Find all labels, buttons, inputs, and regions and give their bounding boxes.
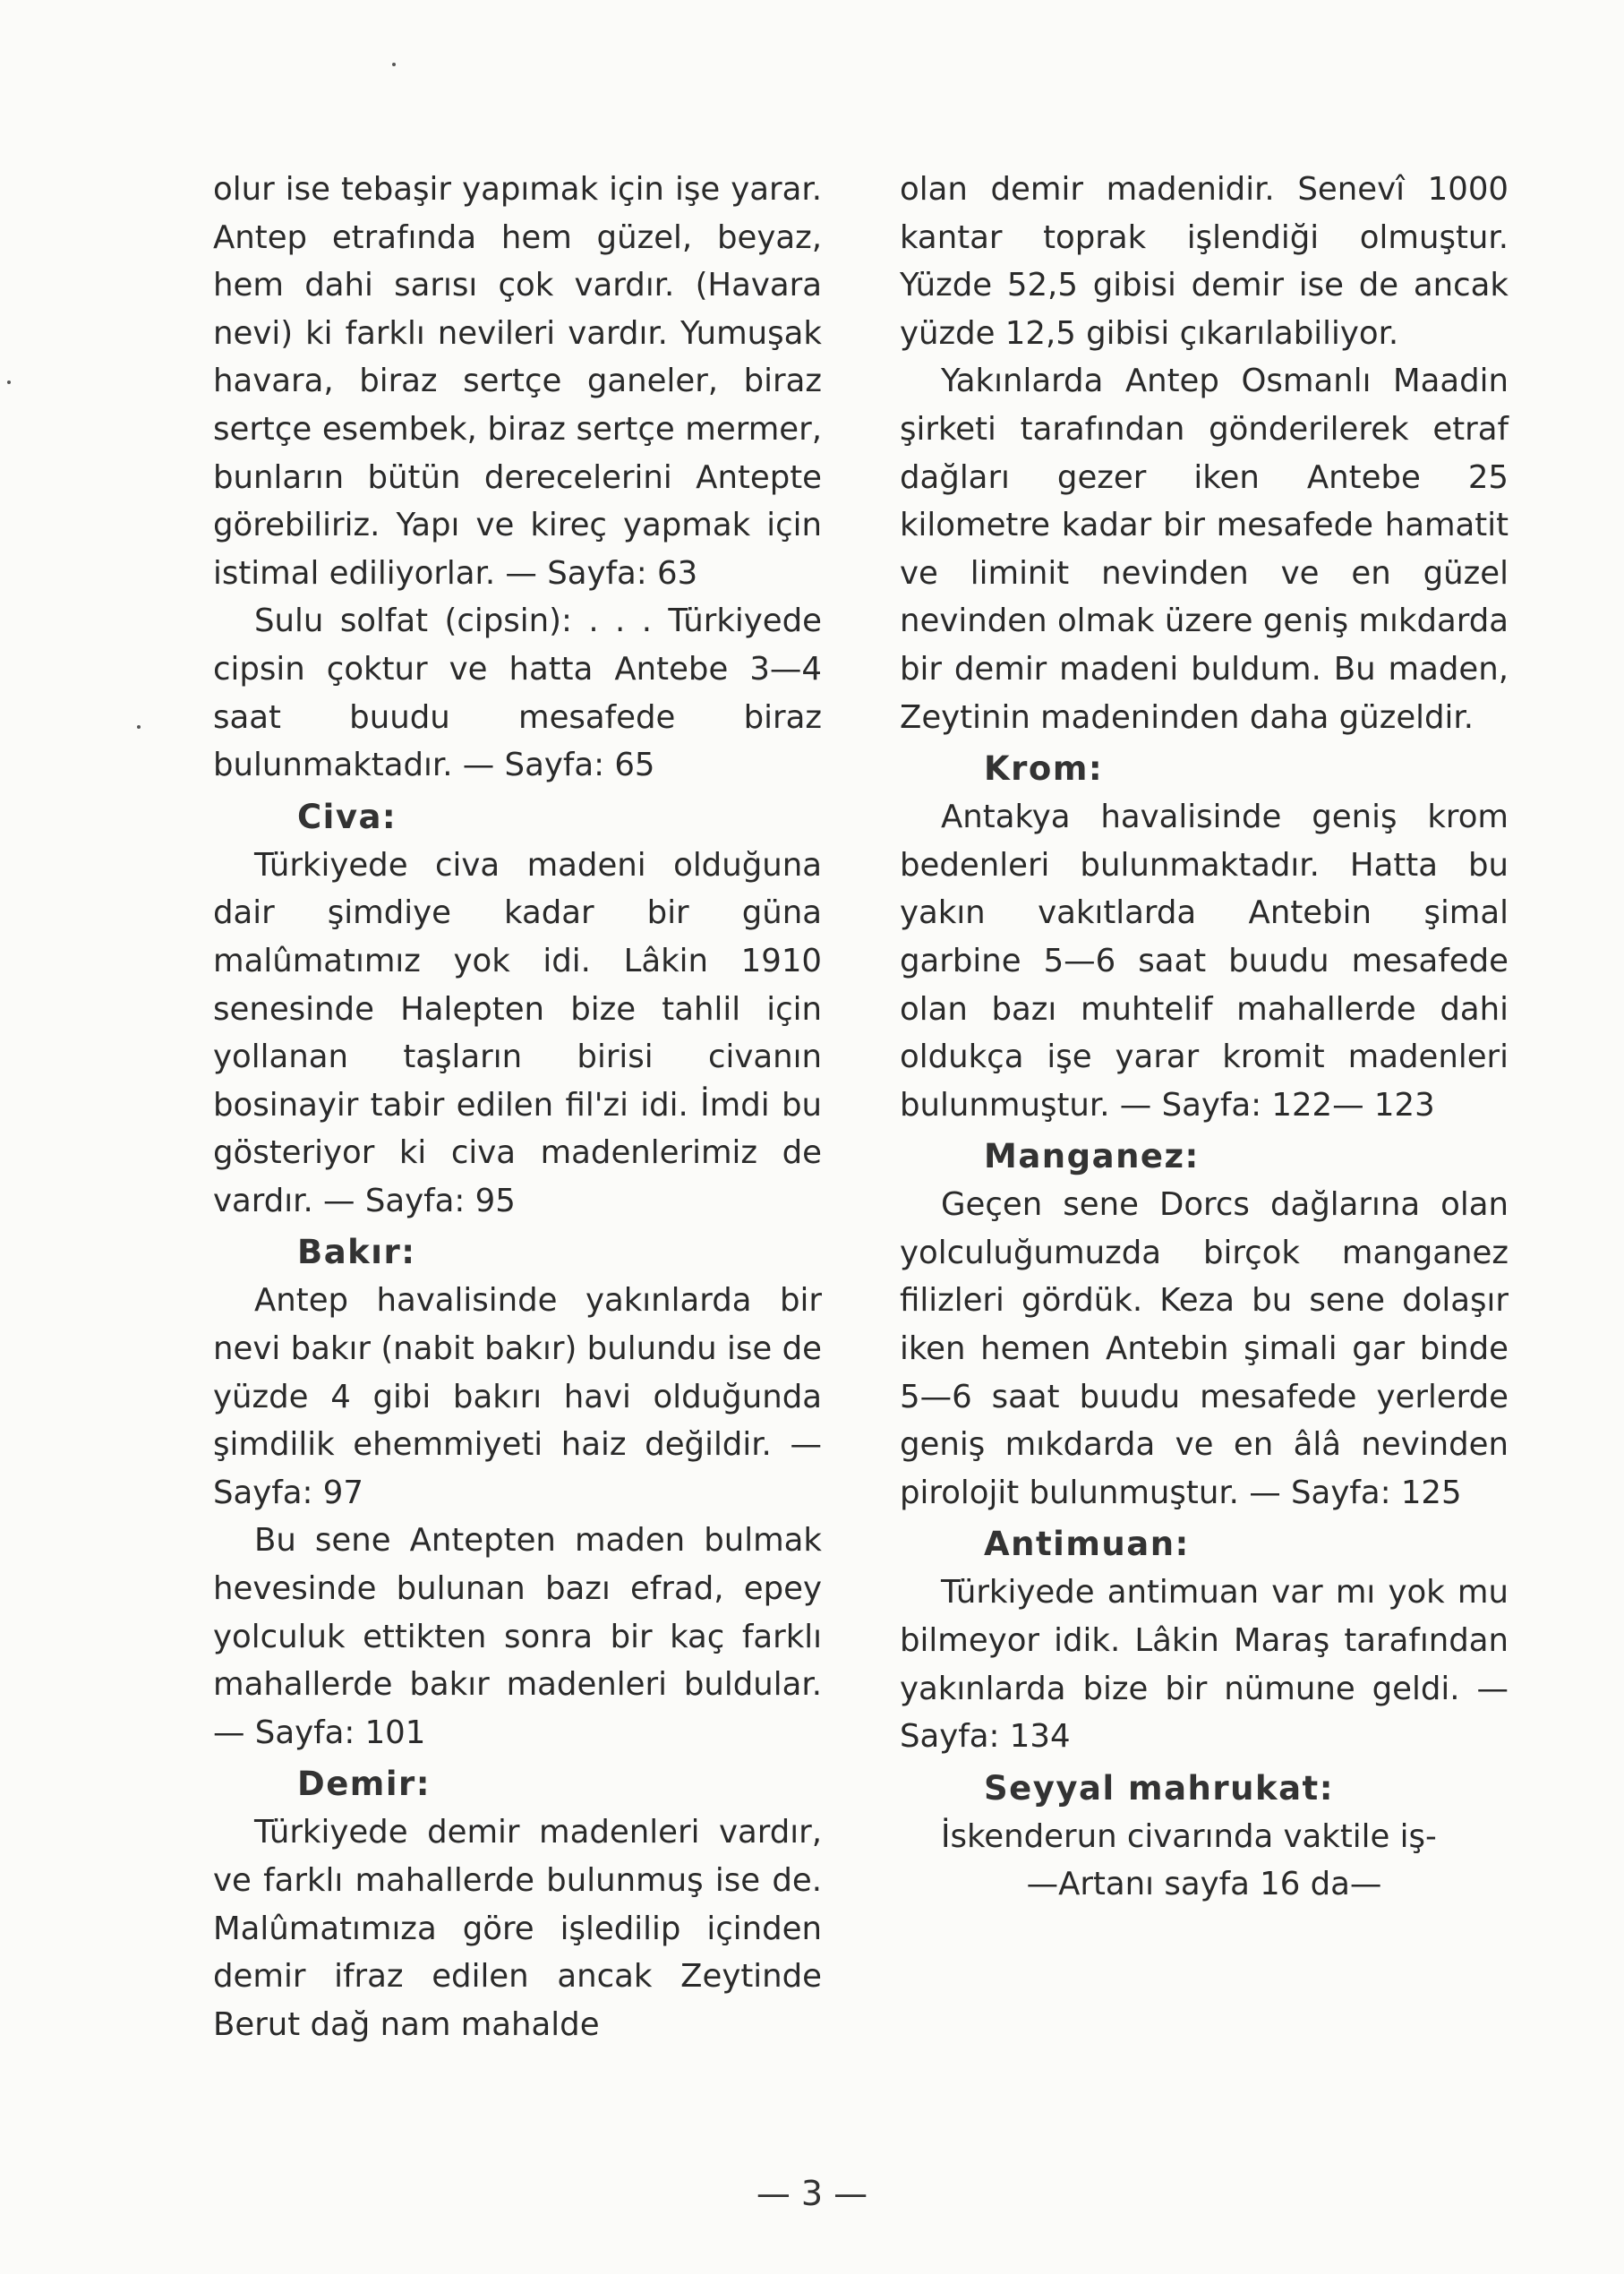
heading-manganez: Manganez: (984, 1137, 1200, 1176)
paragraph-seyyal-mahrukat: İskenderun civarında vaktile iş- (941, 1817, 1437, 1855)
scan-speck (137, 725, 141, 729)
page-number: — 3 — (756, 2174, 868, 2213)
heading-demir: Demir: (297, 1765, 432, 1804)
continuation-note: —Artanı sayfa 16 da— (1026, 1866, 1382, 1903)
paragraph-antimuan: Türkiyede antimuan var mı yok mu bilmeyor idik. Lâkin Maraş tarafından yakınlarda bize bir nümune geldi. — Sayfa: 134 (900, 1574, 1509, 1756)
right-column (900, 166, 1509, 1909)
paragraph-bakir-1: Antep havalisinde yakınlarda bir nevi bakır (nabit bakır) bulundu ise de yüzde 4 gibi bakırı havi olduğunda şimdilik ehemmiyeti haiz değildir. — Sayfa: 97 (213, 1282, 822, 1511)
paragraph-demir: Türkiyede demir madenleri vardır, ve farklı mahallerde bulunmuş ise de. Malûmatımıza göre işledilip içinden demir ifraz edilen ancak Zeytinde Berut dağ nam mahalde (213, 1814, 822, 2043)
paragraph-demir-cont: olan demir madenidir. Senevî 1000 kantar toprak işlendiği olmuştur. Yüzde 52,5 gibisi demir ise de ancak yüzde 12,5 gibisi çıkarılabiliyor. (900, 171, 1509, 352)
scan-speck (392, 63, 396, 66)
paragraph-manganez: Geçen sene Dorcs dağlarına olan yolculuğumuzda birçok manganez filizleri gördük. Keza bu sene dolaşır iken hemen Antebin şimali gar binde 5—6 saat buudu mesafede yerlerde geniş mıkdarda ve en âlâ nevinden pirolojit bulunmuştur. — Sayfa: 125 (900, 1186, 1509, 1511)
paragraph-sulu-solfat: Sulu solfat (cipsin): . . . Türkiyede cipsin çoktur ve hatta Antebe 3—4 saat buudu mesafede biraz bulunmaktadır. — Sayfa: 65 (213, 603, 822, 784)
heading-bakir: Bakır: (297, 1233, 416, 1272)
paragraph-osmanli-maadin: Yakınlarda Antep Osmanlı Maadin şirketi tarafından gönderilerek etraf dağları gezer iken Antebe 25 kilometre kadar bir mesafede hamatit ve liminit nevinden ve en güzel nevinden olmak üzere geniş mıkdarda bir demir madeni buldum. Bu maden, Zeytinin madeninden daha güzeldir. (900, 363, 1509, 736)
heading-krom: Krom: (984, 749, 1104, 789)
heading-civa: Civa: (297, 797, 397, 836)
paragraph-krom: Antakya havalisinde geniş krom bedenleri bulunmaktadır. Hatta bu yakın vakıtlarda Antebin şimal garbine 5—6 saat buudu mesafede olan bazı muhtelif mahallerde dahi oldukça işe yarar kromit madenleri bulunmuştur. — Sayfa: 122— 123 (900, 799, 1509, 1124)
heading-antimuan: Antimuan: (984, 1525, 1190, 1564)
left-column (213, 166, 822, 2048)
paragraph-bakir-2: Bu sene Antepten maden bulmak hevesinde bulunan bazı efrad, epey yolculuk ettikten sonra bir kaç farklı mahallerde bakır madenleri buldular. — Sayfa: 101 (213, 1522, 822, 1751)
heading-seyyal-mahrukat: Seyyal mahrukat: (984, 1768, 1335, 1808)
paragraph-civa: Türkiyede civa madeni olduğuna dair şimdiye kadar bir güna malûmatımız yok idi. Lâkin 1910 senesinde Halepten bize tahlil için yollanan taşların birisi civanın bosinayir tabir edilen fil'zi idi. İmdi bu gösteriyor ki civa madenlerimiz de vardır. — Sayfa: 95 (213, 846, 822, 1219)
scan-speck (7, 380, 11, 384)
paragraph-tebasir: olur ise tebaşir yapımak için işe yarar. Antep etrafında hem güzel, beyaz, hem dahi sarısı çok vardır. (Havara nevi) ki farklı nevileri vardır. Yumuşak havara, biraz sertçe ganeler, biraz sertçe esembek, biraz sertçe mermer, bunların bütün derecelerini Antepte görebiliriz. Yapı ve kireç yapmak için istimal ediliyorlar. — Sayfa: 63 (213, 171, 822, 592)
